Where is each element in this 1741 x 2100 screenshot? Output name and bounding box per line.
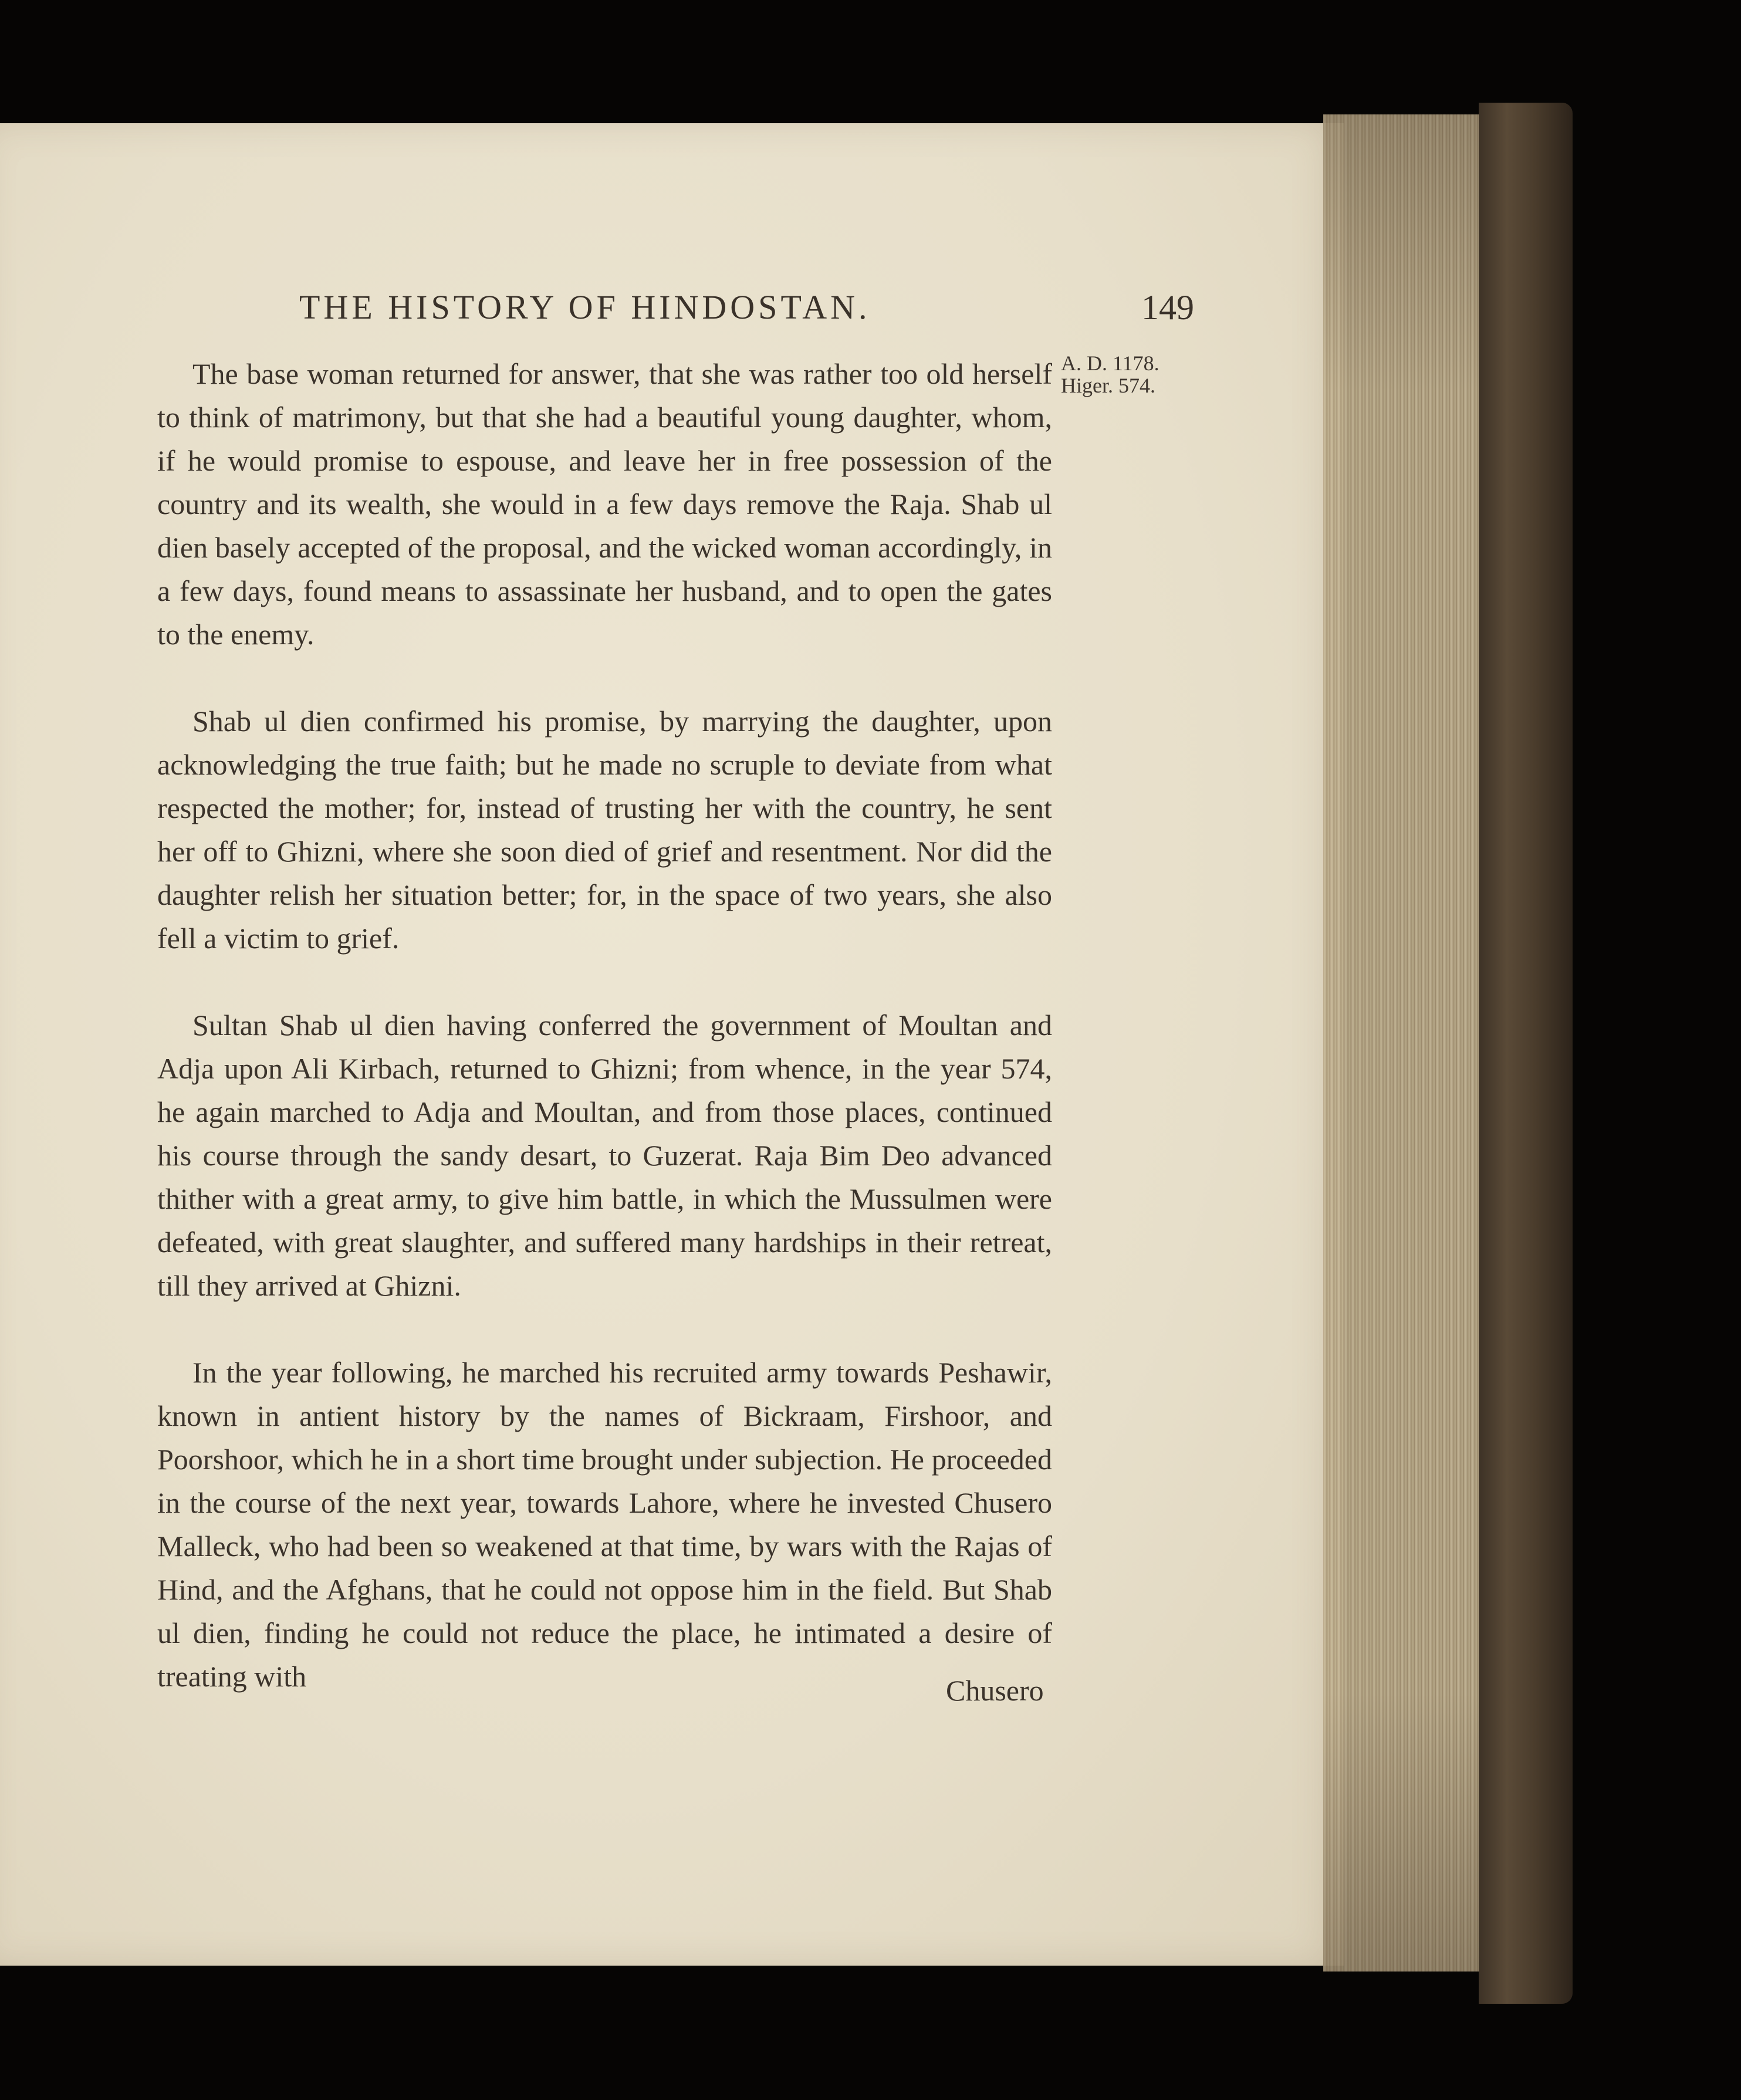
paragraph: The base woman returned for answer, that she was rather too old herself to think of matrimony, but that she had a beautiful young daughter, whom, if he would promise to espouse, and leave her in free possession of the country and its wealth, she would in a few days remove the Raja. Shab ul dien basely accepted of the proposal, and the wicked woman accordingly, in a few days, found means to assassinate her husband, and to open the gates to the enemy. <box>157 357 1052 651</box>
margin-note <box>1061 352 1190 397</box>
margin-note-date: A. D. 1178. <box>1061 351 1159 375</box>
body-text <box>157 352 1052 1698</box>
book-fore-edge <box>1323 114 1479 1972</box>
book-cover-edge <box>1479 103 1573 2004</box>
paragraph: Shab ul dien confirmed his promise, by marrying the daughter, upon acknowledging the true faith; but he made no scruple to deviate from what respected the mother; for, instead of trusting her with the country, he sent her off to Ghizni, where she soon died of grief and resentment. Nor did the daughter relish her situation better; for, in the space of two years, she also fell a victim to grief. <box>157 705 1052 955</box>
margin-note-higer: Higer. 574. <box>1061 374 1155 397</box>
catchword: Chusero <box>946 1674 1044 1707</box>
page-header <box>0 288 1344 340</box>
running-title: THE HISTORY OF HINDOSTAN. <box>299 288 871 326</box>
paragraph: Sultan Shab ul dien having conferred the government of Moultan and Adja upon Ali Kirbach, returned to Ghizni; from whence, in the year 574, he again marched to Adja and Moultan, and from those places, continued his course through the sandy desart, to Guzerat. Raja Bim Deo advanced thither with a great army, to give him battle, in which the Mussulmen were defeated, with great slaughter, and suffered many hardships in their retreat, till they arrived at Ghizni. <box>157 1009 1052 1302</box>
page-number: 149 <box>1141 288 1194 327</box>
paragraph: In the year following, he marched his recruited army towards Peshawir, known in antient history by the names of Bickraam, Firshoor, and Poorshoor, which he in a short time brought under subjection. He proceeded in the course of the next year, towards Lahore, where he invested Chusero Malleck, who had been so weakened at that time, by wars with the Rajas of Hind, and the Afghans, that he could not oppose him in the field. But Shab ul dien, finding he could not reduce the place, he intimated a desire of treating with <box>157 1356 1052 1693</box>
